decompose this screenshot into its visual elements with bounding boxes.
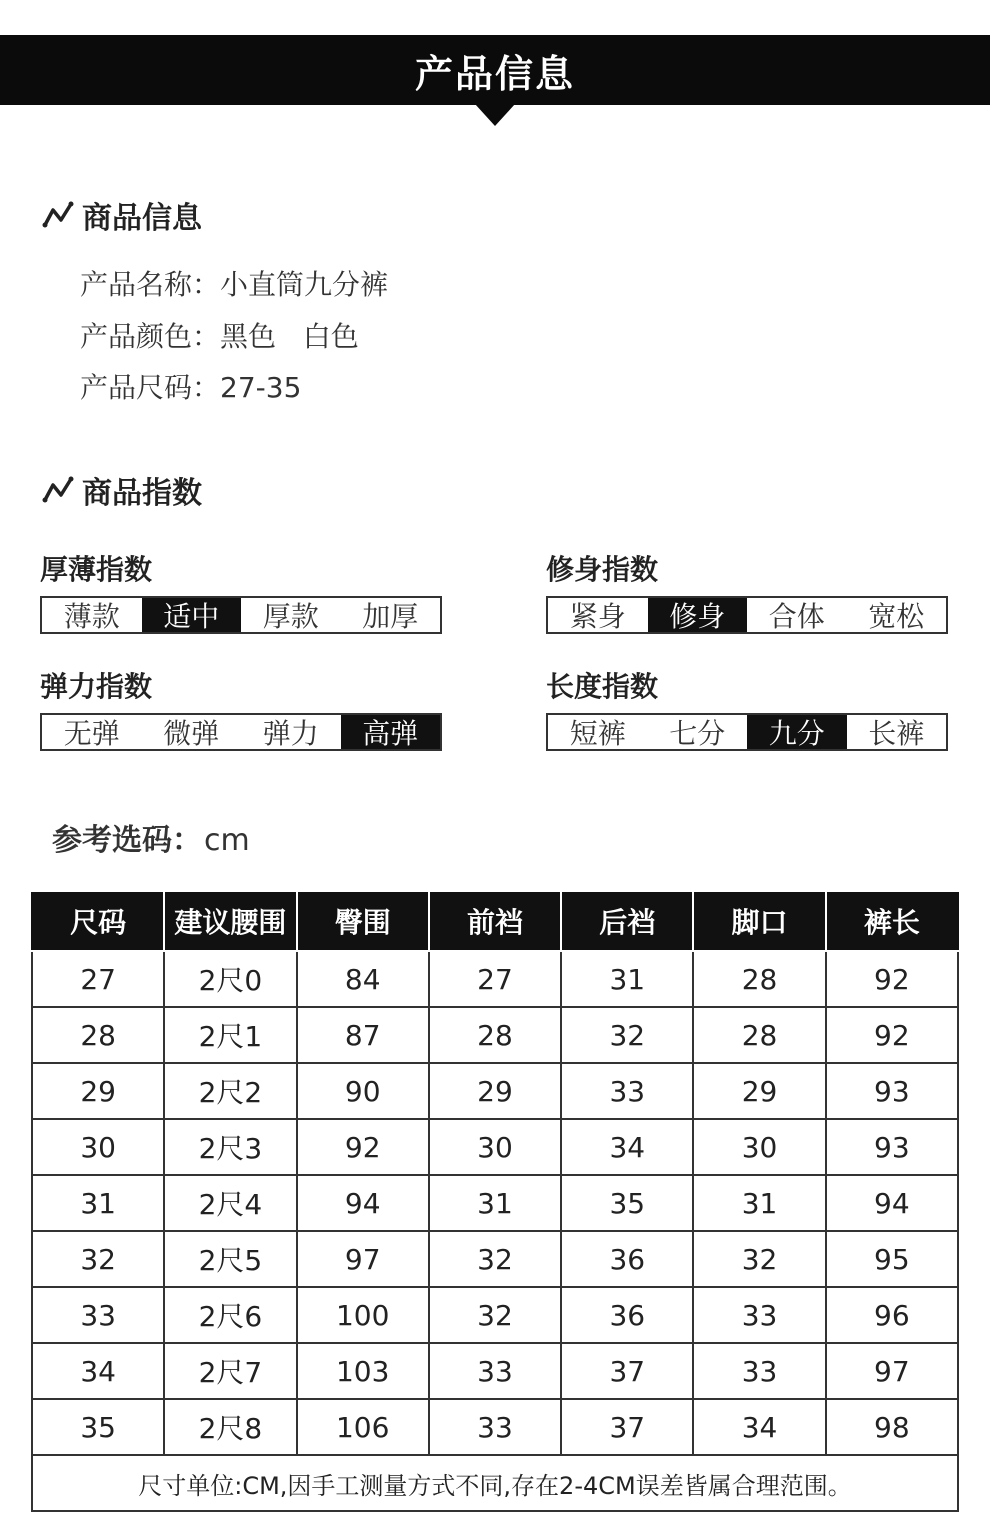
table-cell: 31 [429, 1175, 561, 1231]
index-option: 宽松 [868, 600, 925, 633]
table-cell: 106 [297, 1399, 429, 1455]
goods-index-heading [42, 468, 202, 512]
table-cell: 97 [297, 1231, 429, 1287]
index-option: 紧身 [569, 600, 626, 633]
table-cell: 37 [561, 1399, 693, 1455]
index-option: 加厚 [362, 600, 419, 633]
size-table-note: 尺寸单位:CM,因手工测量方式不同,存在2-4CM误差皆属合理范围。 [32, 1455, 958, 1511]
col-header: 后裆 [561, 892, 693, 951]
zigzag-icon [42, 476, 74, 504]
table-cell: 2尺7 [164, 1343, 296, 1399]
table-cell: 32 [561, 1007, 693, 1063]
goods-info-heading-text: 商品信息 [82, 201, 202, 236]
info-line-color: 产品颜色：黑色 白色 [80, 320, 359, 353]
table-cell: 27 [429, 951, 561, 1007]
index-title-length: 长度指数 [546, 670, 659, 703]
table-row [32, 1119, 958, 1175]
table-cell: 34 [693, 1399, 825, 1455]
index-option: 薄款 [63, 600, 120, 633]
goods-index-heading-text: 商品指数 [82, 476, 202, 511]
index-option: 合体 [768, 600, 825, 633]
size-ref-unit: cm [204, 823, 250, 858]
table-cell: 27 [32, 951, 164, 1007]
index-title-fit: 修身指数 [546, 553, 659, 586]
table-cell: 33 [561, 1063, 693, 1119]
table-cell: 28 [693, 1007, 825, 1063]
table-cell: 35 [32, 1399, 164, 1455]
table-row [32, 1007, 958, 1063]
table-cell: 2尺2 [164, 1063, 296, 1119]
size-ref-title: 参考选码：cm [52, 823, 250, 858]
table-row [32, 1063, 958, 1119]
index-bar-elasticity [40, 713, 442, 751]
table-row [32, 1231, 958, 1287]
table-cell: 96 [826, 1287, 958, 1343]
index-option: 修身 [648, 598, 748, 632]
page-banner [0, 35, 990, 105]
index-option: 七分 [669, 717, 726, 750]
goods-info-heading [42, 193, 202, 237]
table-cell: 30 [693, 1119, 825, 1175]
table-cell: 30 [429, 1119, 561, 1175]
table-row [32, 1343, 958, 1399]
table-row [32, 1287, 958, 1343]
table-cell: 28 [429, 1007, 561, 1063]
index-title-elasticity: 弹力指数 [40, 670, 153, 703]
table-cell: 100 [297, 1287, 429, 1343]
col-header: 尺码 [32, 892, 164, 951]
size-table [31, 892, 959, 1512]
table-cell: 32 [429, 1287, 561, 1343]
table-cell: 29 [693, 1063, 825, 1119]
table-row [32, 951, 958, 1007]
table-cell: 37 [561, 1343, 693, 1399]
table-cell: 94 [297, 1175, 429, 1231]
table-cell: 84 [297, 951, 429, 1007]
table-cell: 98 [826, 1399, 958, 1455]
banner-title: 产品信息 [414, 50, 575, 96]
table-cell: 87 [297, 1007, 429, 1063]
table-cell: 32 [32, 1231, 164, 1287]
col-header: 臀围 [297, 892, 429, 951]
index-option: 短裤 [569, 717, 626, 750]
index-bar-thickness [40, 596, 442, 634]
index-option: 适中 [142, 598, 242, 632]
info-line-size: 产品尺码：27-35 [80, 371, 302, 404]
table-cell: 28 [32, 1007, 164, 1063]
table-cell: 93 [826, 1063, 958, 1119]
col-header: 脚口 [693, 892, 825, 951]
info-line-name: 产品名称：小直筒九分裤 [80, 268, 389, 301]
table-cell: 94 [826, 1175, 958, 1231]
index-option: 九分 [747, 715, 847, 749]
index-option: 长裤 [868, 717, 925, 750]
table-cell: 31 [561, 951, 693, 1007]
index-option: 微弹 [163, 717, 220, 750]
table-cell: 93 [826, 1119, 958, 1175]
table-cell: 2尺6 [164, 1287, 296, 1343]
table-cell: 33 [32, 1287, 164, 1343]
table-cell: 28 [693, 951, 825, 1007]
table-note-row [32, 1455, 958, 1511]
table-cell: 29 [32, 1063, 164, 1119]
index-title-thickness: 厚薄指数 [40, 553, 153, 586]
table-cell: 2尺3 [164, 1119, 296, 1175]
table-cell: 90 [297, 1063, 429, 1119]
index-option: 弹力 [262, 717, 319, 750]
table-cell: 34 [561, 1119, 693, 1175]
table-cell: 31 [693, 1175, 825, 1231]
table-row [32, 1399, 958, 1455]
index-option: 无弹 [63, 717, 120, 750]
table-cell: 36 [561, 1231, 693, 1287]
table-cell: 32 [429, 1231, 561, 1287]
table-cell: 2尺8 [164, 1399, 296, 1455]
table-cell: 33 [429, 1399, 561, 1455]
table-row [32, 1175, 958, 1231]
table-cell: 92 [297, 1119, 429, 1175]
table-cell: 33 [693, 1343, 825, 1399]
table-cell: 32 [693, 1231, 825, 1287]
table-cell: 92 [826, 951, 958, 1007]
banner-arrow [475, 104, 515, 126]
table-cell: 34 [32, 1343, 164, 1399]
table-cell: 29 [429, 1063, 561, 1119]
table-cell: 2尺5 [164, 1231, 296, 1287]
table-cell: 2尺4 [164, 1175, 296, 1231]
table-cell: 36 [561, 1287, 693, 1343]
table-cell: 35 [561, 1175, 693, 1231]
col-header: 裤长 [826, 892, 958, 951]
index-option: 高弹 [341, 715, 441, 749]
table-cell: 95 [826, 1231, 958, 1287]
table-cell: 33 [693, 1287, 825, 1343]
table-cell: 97 [826, 1343, 958, 1399]
table-cell: 2尺1 [164, 1007, 296, 1063]
index-bar-fit [546, 596, 948, 634]
table-cell: 92 [826, 1007, 958, 1063]
col-header: 建议腰围 [164, 892, 296, 951]
table-cell: 31 [32, 1175, 164, 1231]
table-cell: 30 [32, 1119, 164, 1175]
col-header: 前裆 [429, 892, 561, 951]
size-table-header-row [32, 892, 958, 951]
table-cell: 103 [297, 1343, 429, 1399]
index-option: 厚款 [262, 600, 319, 633]
table-cell: 2尺0 [164, 951, 296, 1007]
table-cell: 33 [429, 1343, 561, 1399]
index-bar-length [546, 713, 948, 751]
zigzag-icon [42, 201, 74, 229]
